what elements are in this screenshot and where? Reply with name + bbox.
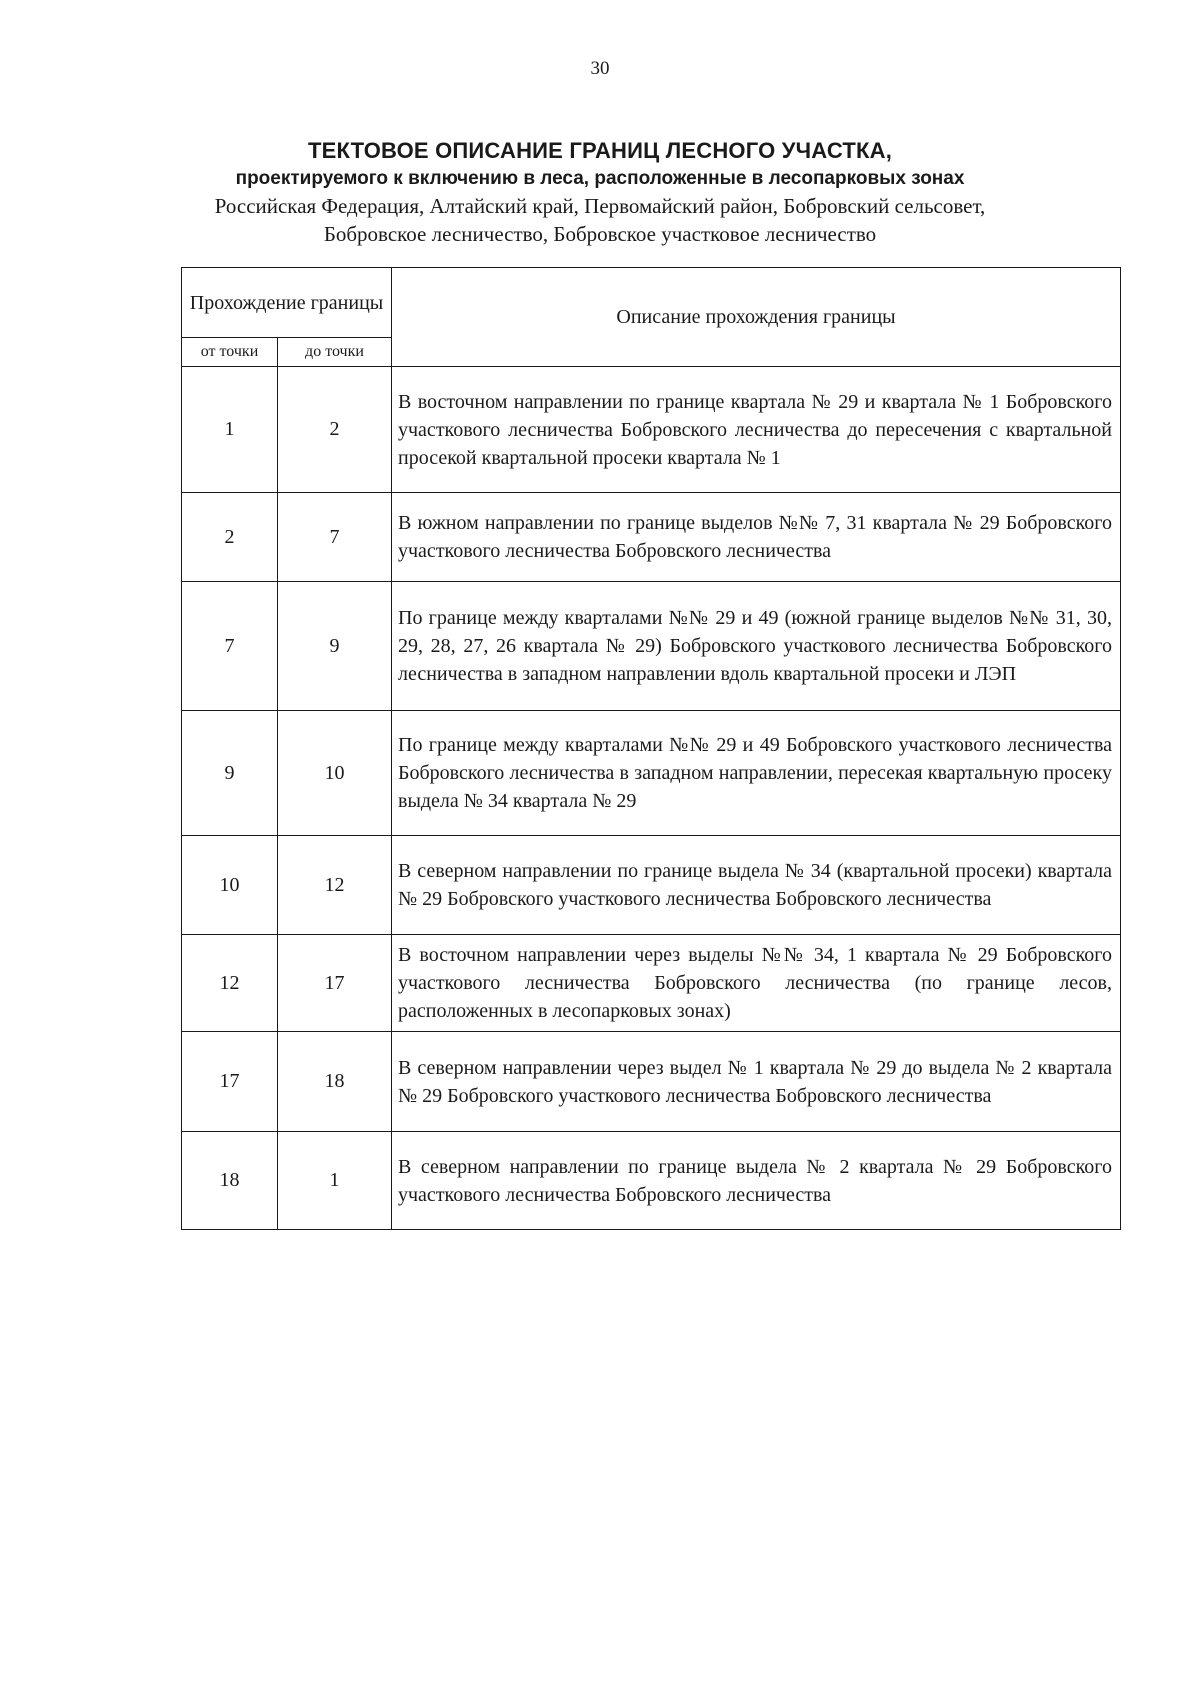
document-title: ТЕКТОВОЕ ОПИСАНИЕ ГРАНИЦ ЛЕСНОГО УЧАСТКА, bbox=[307, 138, 893, 163]
from-point-cell: 9 bbox=[182, 711, 278, 836]
table-header-row bbox=[182, 268, 1121, 338]
table-row bbox=[182, 367, 1121, 493]
description-cell: В северном направлении по границе выдела № 2 квартала № 29 Бобровского участкового лесничества Бобровского лесничества bbox=[392, 1132, 1121, 1230]
to-point-cell: 18 bbox=[278, 1032, 392, 1132]
table-row bbox=[182, 836, 1121, 935]
page-number: 30 bbox=[590, 58, 610, 79]
from-point-cell: 7 bbox=[182, 582, 278, 711]
header-to-point: до точки bbox=[278, 338, 392, 367]
document-subtitle: проектируемого к включению в леса, расположенные в лесопарковых зонах bbox=[235, 168, 965, 189]
document-title-block bbox=[150, 136, 1050, 248]
from-point-cell: 18 bbox=[182, 1132, 278, 1230]
table-row bbox=[182, 1132, 1121, 1230]
table-row bbox=[182, 493, 1121, 582]
description-cell: В южном направлении по границе выделов №№ 7, 31 квартала № 29 Бобровского участкового лесничества Бобровского лесничества bbox=[392, 493, 1121, 582]
description-cell: В северном направлении по границе выдела № 34 (квартальной просеки) квартала № 29 Бобровского участкового лесничества Бобровского лесничества bbox=[392, 836, 1121, 935]
header-from-point: от точки bbox=[182, 338, 278, 367]
from-point-cell: 2 bbox=[182, 493, 278, 582]
to-point-cell: 10 bbox=[278, 711, 392, 836]
description-cell: В восточном направлении через выделы №№ 34, 1 квартала № 29 Бобровского участкового лесничества Бобровского лесничества (по границе лесов, расположенных в лесопарковых зонах) bbox=[392, 935, 1121, 1032]
to-point-cell: 7 bbox=[278, 493, 392, 582]
description-cell: В северном направлении через выдел № 1 квартала № 29 до выдела № 2 квартала № 29 Бобровского участкового лесничества Бобровского лесничества bbox=[392, 1032, 1121, 1132]
table-row bbox=[182, 582, 1121, 711]
to-point-cell: 1 bbox=[278, 1132, 392, 1230]
description-cell: В восточном направлении по границе квартала № 29 и квартала № 1 Бобровского участкового лесничества Бобровского лесничества до пересечения с квартальной просекой квартальной просеки квартала № 1 bbox=[392, 367, 1121, 493]
to-point-cell: 9 bbox=[278, 582, 392, 711]
to-point-cell: 12 bbox=[278, 836, 392, 935]
header-boundary-passage: Прохождение границы bbox=[182, 268, 392, 338]
from-point-cell: 12 bbox=[182, 935, 278, 1032]
location-line-1: Российская Федерация, Алтайский край, Первомайский район, Бобровский сельсовет, bbox=[214, 194, 986, 218]
from-point-cell: 10 bbox=[182, 836, 278, 935]
to-point-cell: 2 bbox=[278, 367, 392, 493]
location-line-2: Бобровское лесничество, Бобровское участковое лесничество bbox=[323, 222, 877, 246]
description-cell: По границе между кварталами №№ 29 и 49 (южной границе выделов №№ 31, 30, 29, 28, 27, 26 квартала № 29) Бобровского участкового лесничества Бобровского лесничества в западном направлении вдоль квартальной просеки и ЛЭП bbox=[392, 582, 1121, 711]
from-point-cell: 1 bbox=[182, 367, 278, 493]
table-row bbox=[182, 1032, 1121, 1132]
to-point-cell: 17 bbox=[278, 935, 392, 1032]
from-point-cell: 17 bbox=[182, 1032, 278, 1132]
description-cell: По границе между кварталами №№ 29 и 49 Бобровского участкового лесничества Бобровского лесничества в западном направлении, пересекая квартальную просеку выдела № 34 квартала № 29 bbox=[392, 711, 1121, 836]
boundary-description-table bbox=[181, 267, 1121, 1230]
table-row bbox=[182, 935, 1121, 1032]
table-row bbox=[182, 711, 1121, 836]
header-description: Описание прохождения границы bbox=[392, 268, 1121, 367]
